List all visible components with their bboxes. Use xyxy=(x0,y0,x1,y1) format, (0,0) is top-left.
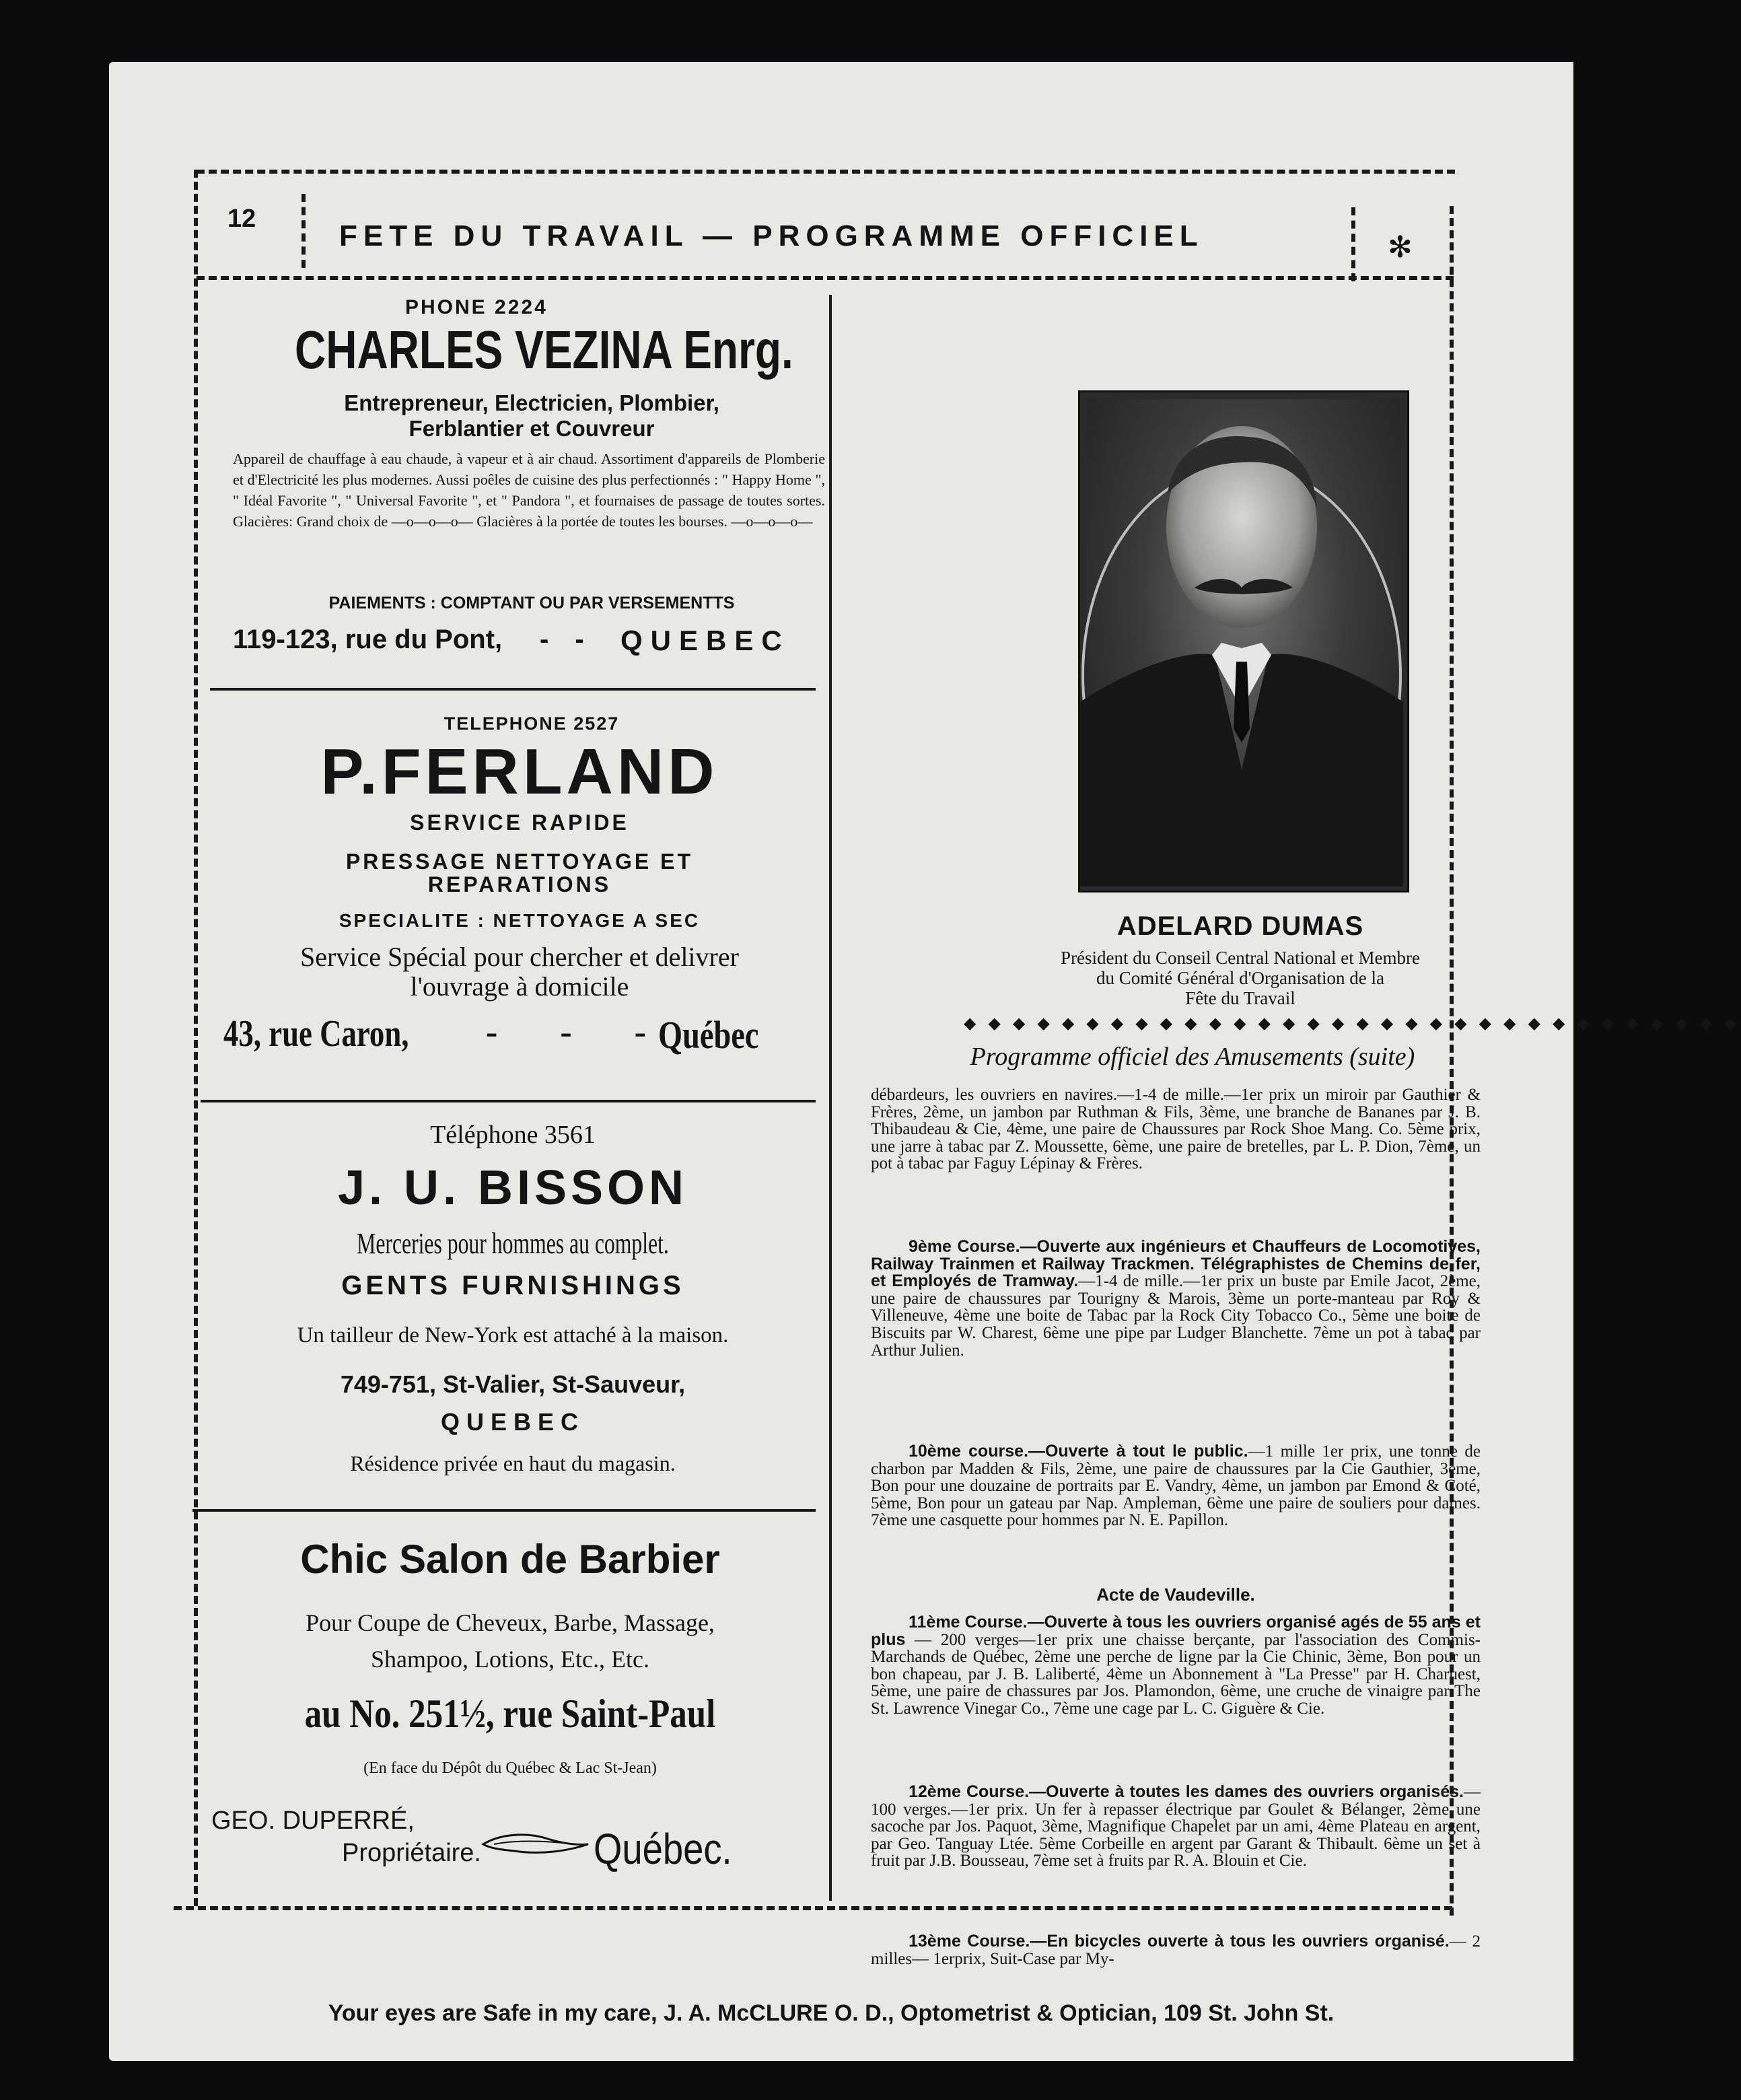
vezina-name: CHARLES VEZINA Enrg. xyxy=(295,320,793,380)
frame-left xyxy=(194,170,198,1906)
page-number: 12 xyxy=(227,205,256,233)
course-9-text: —1-4 de mille.—1er prix un buste par Emile Jacot, 2ème, une paire de chaussures par Tourigny & Marois, 3ème un porte-manteau par Roy & Villeneuve, 4ème une boite de Tabac par la Rock City Tobacco Co., 5ème une boite de Biscuits par W. Charest, 6ème une pipe par Ludger Blanchette. 7ème un pot à tabac par Arthur Julien. xyxy=(871,1272,1481,1360)
ferland-pressage-1: PRESSAGE NETTOYAGE ET xyxy=(345,849,694,874)
portrait-name: ADELARD DUMAS xyxy=(1116,911,1364,941)
vezina-payment: PAIEMENTS : COMPTANT OU PAR VERSEMENTTS xyxy=(328,594,735,612)
ferland-telephone: TELEPHONE 2527 xyxy=(443,713,620,734)
barbier-services-1: Pour Coupe de Cheveux, Barbe, Massage, xyxy=(306,1609,715,1636)
course-13-title: 13ème Course.—En bicycles ouverte à tous les ouvriers organisé. xyxy=(909,1932,1450,1951)
portrait-caption-2: du Comité Général d'Organisation de la xyxy=(1096,968,1384,988)
ferland-name: P.FERLAND xyxy=(320,736,719,808)
portrait-photo xyxy=(1078,390,1409,893)
course-13-text: — 2 milles— 1erprix, Suit-Case par My- xyxy=(871,1932,1481,1968)
course-12 xyxy=(871,1784,1481,1870)
ornament-icon: ✻ xyxy=(1388,231,1413,264)
course-10-title: 10ème course.—Ouverte à tout le public. xyxy=(909,1442,1248,1461)
ferland-pressage-2: REPARATIONS xyxy=(427,872,612,897)
course-12-text: —100 verges.—1er prix. Un fer à repasser électrique par Goulet & Bélanger, 2ème une sacoche par Jos. Paquot, 3ème, Magnifique Chapelet par un ami, 4ème Plateau en argent, par Geo. Tanguay Ltée. 5ème Corbeille en argent par Garant & Thibault. 6ème un set à fruit par J.B. Bousseau, 7ème set à fruits par R. A. Blouin et Cie. xyxy=(871,1783,1481,1870)
bisson-tailor: Un tailleur de New-York est attaché à la maison. xyxy=(297,1323,729,1348)
course-11 xyxy=(871,1614,1481,1718)
frame-top xyxy=(197,170,1455,174)
barbier-owner: GEO. DUPERRÉ, xyxy=(211,1807,415,1835)
barbier-address: au No. 251½, rue Saint-Paul xyxy=(304,1691,716,1736)
barbier-location: (En face du Dépôt du Québec & Lac St-Jean) xyxy=(363,1759,657,1777)
programme-heading: Programme officiel des Amusements (suite) xyxy=(970,1043,1415,1071)
portrait-caption-1: Président du Conseil Central National et Membre xyxy=(1061,948,1420,968)
pen-flourish-icon xyxy=(481,1831,591,1858)
course-12-title: 12ème Course.—Ouverte à toutes les dames des ouvriers organisés. xyxy=(909,1782,1464,1801)
vezina-phone: PHONE 2224 xyxy=(405,296,548,318)
vaudeville-heading: Acte de Vaudeville. xyxy=(1096,1584,1255,1605)
course-9 xyxy=(871,1238,1481,1359)
ferland-city: Québec xyxy=(658,1013,759,1057)
bisson-merceries: Merceries pour hommes au complet. xyxy=(357,1227,669,1260)
bisson-city: QUEBEC xyxy=(440,1408,585,1436)
ferland-service-1: Service Spécial pour chercher et delivrer xyxy=(300,942,739,972)
frame-bottom xyxy=(174,1906,1452,1910)
course-9-title: 9ème Course.—Ouverte aux ingénieurs et Chauffeurs de Locomotives, Railway Trainmen et Railway Trackmen. Télégraphistes de Chemins de fer, et Employés de Tramway. xyxy=(871,1237,1481,1291)
bisson-name: J. U. BISSON xyxy=(337,1161,688,1215)
course-11-text: — 200 verges—1er prix une chaisse berçante, par l'association des Commis-Marchands de Québec, 2ème une perche de ligne par la Cie Chinic, 3ème, Bon pour un bon chapeau, par J. B. Laliberté, 4ème un Abonnement à "La Presse" par H. Charuest, 5ème, une paire de chassures par Jos. Plamondon, 6ème, une cruche de vinaigre par The St. Lawrence Vinegar Co., 7ème une cage par L. C. Giguère & Cie. xyxy=(871,1630,1481,1718)
course-11-title: 11ème Course.—Ouverte à tous les ouvriers organisé agés de 55 ans et plus xyxy=(871,1613,1481,1649)
barbier-city: Québec. xyxy=(594,1825,732,1873)
ferland-service: SERVICE RAPIDE xyxy=(410,810,629,835)
portrait-caption-3: Fête du Travail xyxy=(1185,988,1295,1008)
ferland-speciality: SPECIALITE : NETTOYAGE A SEC xyxy=(339,910,701,931)
header-divider-left xyxy=(301,194,306,268)
bisson-address: 749-751, St-Valier, St-Sauveur, xyxy=(340,1370,686,1398)
vezina-trades-2: Ferblantier et Couvreur xyxy=(408,416,655,441)
bisson-residence: Résidence privée en haut du magasin. xyxy=(350,1451,676,1475)
ferland-address: 43, rue Caron, xyxy=(223,1013,409,1055)
page-header-title: FETE DU TRAVAIL — PROGRAMME OFFICIEL xyxy=(339,219,1204,252)
footer-text: Your eyes are Safe in my care, J. A. McCLURE O. D., Optometrist & Optician, 109 St. John St. xyxy=(328,2000,1335,2026)
divider-bisson xyxy=(192,1509,816,1512)
frame-header-bottom xyxy=(197,276,1454,280)
bisson-gents: GENTS FURNISHINGS xyxy=(341,1271,684,1300)
ferland-service-2: l'ouvrage à domicile xyxy=(410,971,629,1002)
vezina-city: QUEBEC xyxy=(620,625,790,656)
course-10-text: —1 mille 1er prix, une tonne de charbon par Madden & Fils, 2ème, une paire de chaussures par la Cie Gauthier, 3ème, Bon pour une douzaine de portraits par E. Vandry, 4ème, un jambon par Emond & Coté, 5ème, Bon pour un gateau par Nap. Ampleman, 6ème une paire de souliers pour dames. 7ème une casquette pour hommes par N. E. Papillon. xyxy=(871,1442,1481,1530)
vezina-trades-1: Entrepreneur, Electricien, Plombier, xyxy=(344,390,719,415)
course-10 xyxy=(871,1443,1481,1529)
vezina-address: 119-123, rue du Pont, xyxy=(233,625,503,654)
vezina-description: Appareil de chauffage à eau chaude, à vapeur et à air chaud. Assortiment d'appareils de Plomberie et d'Electricité les plus modernes. Aussi poêles de cuisine des plus perfectionnés : " Happy Home ", " Idéal Favorite ", " Universal Favorite ", et " Pandora ", et fournaises de passage de toutes sortes. Glacières: Grand choix de —o—o—o— Glacières à la portée de toutes les bourses. —o—o—o— xyxy=(233,450,825,530)
header-divider-right xyxy=(1351,207,1355,281)
vezina-dashes: - - xyxy=(540,625,594,654)
barbier-owner-title: Propriétaire. xyxy=(342,1839,481,1867)
document-page xyxy=(109,62,1741,2061)
divider-ferland xyxy=(201,1100,816,1102)
ferland-dashes: - - - xyxy=(486,1013,673,1051)
barbier-services-2: Shampoo, Lotions, Etc., Etc. xyxy=(371,1646,649,1673)
column-divider xyxy=(829,295,832,1901)
programme-para-1: débardeurs, les ouvriers en navires.—1-4 de mille.—1er prix un miroir par Gauthier & Frères, 2ème, un jambon par Ruthman & Fils, 3ème, une branche de Bananes par J. B. Thibaudeau & Cie, 4ème, une paire de Chaussures par Rock Shoe Mang. Co. 5ème prix, une jarre à tabac par Z. Moussette, 6ème, une paire de bretelles, par L. P. Dion, 7ème, un pot à tabac par Faguy Lépinay & Frères. xyxy=(871,1086,1481,1173)
bisson-telephone: Téléphone 3561 xyxy=(430,1121,596,1149)
diamond-rule: ◆ ◆ ◆ ◆ ◆ ◆ ◆ ◆ ◆ ◆ ◆ ◆ ◆ ◆ ◆ ◆ ◆ ◆ ◆ ◆ ◆ ◆ ◆ ◆ ◆ ◆ ◆ ◆ ◆ ◆ ◆ ◆ xyxy=(964,1015,1741,1032)
barbier-name: Chic Salon de Barbier xyxy=(300,1537,720,1582)
divider-vezina xyxy=(210,688,816,691)
course-13 xyxy=(871,1933,1481,1968)
